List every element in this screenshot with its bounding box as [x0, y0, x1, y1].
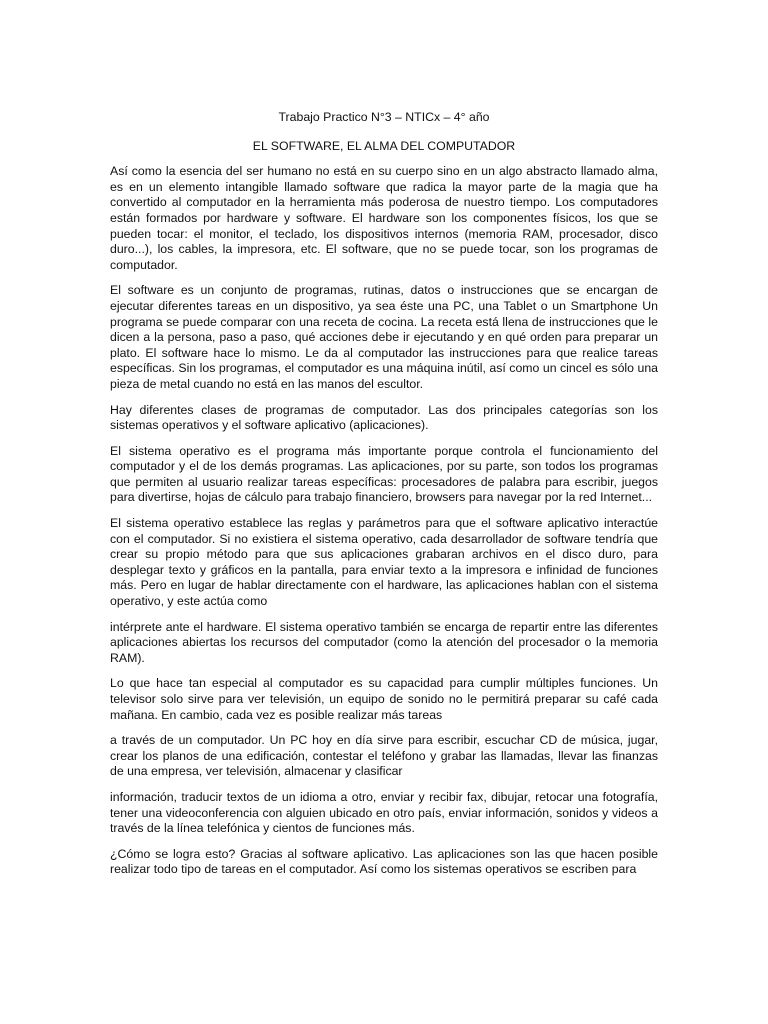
paragraph-7: Lo que hace tan especial al computador es su capacidad para cumplir múltiples funciones. Un televisor solo sirve para ver televisión, un equipo de sonido no le permitirá preparar su café cada mañana. En cambio, cada vez es posible realizar más tareas: [110, 676, 658, 722]
paragraph-5: El sistema operativo establece las reglas y parámetros para que el software aplicativo interactúe con el computador. Si no existiera el sistema operativo, cada desarrollador de software tendría que crear su propio método para que sus aplicaciones grabaran archivos en el disco duro, para desplegar texto y gráficos en la pantalla, para enviar texto a la impresora e infinidad de funciones más. Pero en lugar de hablar directamente con el hardware, las aplicaciones hablan con el sistema operativo, y este actúa como: [110, 516, 658, 609]
paragraph-1: Así como la esencia del ser humano no está en su cuerpo sino en un algo abstracto llamado alma, es en un elemento intangible llamado software que radica la mayor parte de la magia que ha convertido al computador en la herramienta más poderosa de nuestro tiempo. Los computadores están formados por hardware y software. El hardware son los componentes físicos, los que se pueden tocar: el monitor, el teclado, los dispositivos internos (memoria RAM, procesador, disco duro...), los cables, la impresora, etc. El software, que no se puede tocar, son los programas de computador.: [110, 164, 658, 272]
paragraph-8: a través de un computador. Un PC hoy en día sirve para escribir, escuchar CD de música, jugar, crear los planos de una edificación, contestar el teléfono y grabar las llamadas, llevar las finanzas de una empresa, ver televisión, almacenar y clasificar: [110, 733, 658, 779]
paragraph-4: El sistema operativo es el programa más importante porque controla el funcionamiento del computador y el de los demás programas. Las aplicaciones, por su parte, son todos los programas que permiten al usuario realizar tareas específicas: procesadores de palabra para escribir, juegos para divertirse, hojas de cálculo para trabajo financiero, browsers para navegar por la red Internet...: [110, 443, 658, 505]
document-page: [110, 110, 658, 888]
paragraph-2: El software es un conjunto de programas, rutinas, datos o instrucciones que se encargan de ejecutar diferentes tareas en un dispositivo, ya sea éste una PC, una Tablet o un Smartphone Un programa se puede comparar con una receta de cocina. La receta está llena de instrucciones que le dicen a la persona, paso a paso, qué acciones debe ir ejecutando y en qué orden para preparar un plato. El software hace lo mismo. Le da al computador las instrucciones para que realice tareas específicas. Sin los programas, el computador es una máquina inútil, así como un cincel es sólo una pieza de metal cuando no está en las manos del escultor.: [110, 283, 658, 391]
document-title: Trabajo Practico N°3 – NTICx – 4° año: [278, 110, 490, 124]
paragraph-3: Hay diferentes clases de programas de computador. Las dos principales categorías son los sistemas operativos y el software aplicativo (aplicaciones).: [110, 402, 658, 433]
paragraph-6: intérprete ante el hardware. El sistema operativo también se encarga de repartir entre las diferentes aplicaciones abiertas los recursos del computador (como la atención del procesador o la memoria RAM).: [110, 619, 658, 665]
document-subtitle: EL SOFTWARE, EL ALMA DEL COMPUTADOR: [252, 138, 516, 153]
paragraph-9: información, traducir textos de un idioma a otro, enviar y recibir fax, dibujar, retocar una fotografía, tener una videoconferencia con alguien ubicado en otro país, enviar información, sonidos y videos a través de la línea telefónica y cientos de funciones más.: [110, 789, 658, 836]
paragraph-10: ¿Cómo se logra esto? Gracias al software aplicativo. Las aplicaciones son las que hacen posible realizar todo tipo de tareas en el computador. Así como los sistemas operativos se escriben para: [110, 846, 658, 877]
